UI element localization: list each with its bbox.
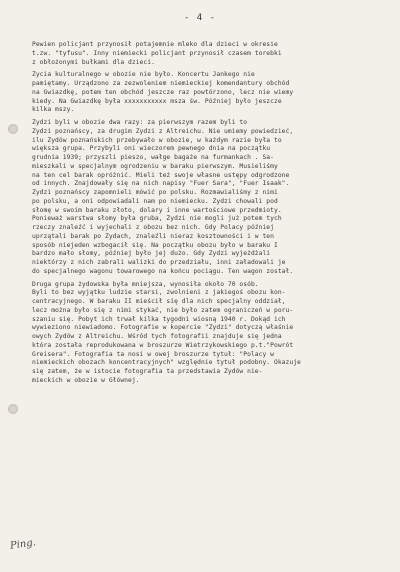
text-line: wywieziono niewiadomo. Fotografie w kopercie "Żydzi" dotyczą właśnie bbox=[32, 324, 294, 332]
text-line: t.zw. "tyfusu". Inny niemiecki policjant przynosił czasem torebki bbox=[32, 49, 282, 57]
text-line: Byli to bez wyjątku ludzie starsi, zwolnieni z jakiegoś obozu kon- bbox=[32, 289, 286, 297]
page-number: - 4 - bbox=[183, 13, 217, 23]
text-line: mieszkali w specjalnym ogrodzeniu w baraku pierwszym. Musieliśmy bbox=[32, 162, 278, 170]
text-line: słomę w swoim baraku złoto, dolary i inne wartościowe przedmioty. bbox=[32, 206, 282, 214]
text-line: Życia kulturalnego w obozie nie było. Koncertu Jankego nie bbox=[32, 71, 255, 79]
text-line: Druga grupa żydowska była mniejsza, wynosiła około 70 osób. bbox=[32, 280, 259, 288]
text-line: na Gwiazdkę, potem ten obchód jeszcze raz powtórzono, lecz nie wiemy bbox=[32, 88, 294, 96]
text-line: pamiętamy. Urządzono za zezwoleniem niemieckiej komendantury obchód bbox=[32, 80, 290, 87]
handwritten-signature: Ping. bbox=[9, 537, 37, 552]
text-line: kilka mszy. bbox=[32, 106, 75, 114]
text-line: większa grupa. Przybyli oni wieczorem pewnego dnia na początku bbox=[32, 145, 271, 153]
text-line: Żydzi poznańscy zapomnieli mówić po polsku. Rozmawialiśmy z nimi bbox=[32, 189, 278, 196]
text-line: sposób niejeden wzbogacił się. Na początku obozu było w baraku I bbox=[32, 241, 278, 249]
paragraph bbox=[32, 41, 378, 67]
text-line: Greisera". Fotografia ta nosi w owej broszurze tytuł: "Polacy w bbox=[32, 350, 274, 358]
text-line: która została reprodukowana w broszurze Wietrzykowskiego p.t."Powrót bbox=[32, 341, 294, 349]
text-line: z obłożonymi bułkami dla dzieci. bbox=[32, 58, 155, 66]
text-line: się zatem, że w istocie fotografia ta przedstawia Żydów nie- bbox=[32, 368, 263, 375]
text-line: centracyjnego. W baraku II mieścił się dla nich specjalny oddział, bbox=[32, 298, 286, 305]
punch-hole bbox=[8, 124, 18, 134]
punch-hole bbox=[8, 404, 18, 414]
text-line: szaniu się. Pobyt ich trwał kilka tygodni wiosną 1940 r. Dokąd ich bbox=[32, 315, 286, 323]
text-line: owych Żydów z Altreichu. Wśród tych fotografii znajduje się jedna bbox=[32, 333, 282, 340]
text-line: Ponieważ warstwa słomy była gruba, Żydzi nie mogli już potem tych bbox=[32, 215, 282, 223]
text-line: grudnia 1939; przyszli pieszo, wałge bagaże na furmankach . Sa- bbox=[32, 154, 274, 161]
paragraph bbox=[32, 119, 378, 277]
text-line: niektórzy z nich zabrali walizki do przedziału, inni załadowali je bbox=[32, 259, 286, 266]
text-line: na ten cel barak opróżnić. Mieli też swoje własne ustępy odgrodzone bbox=[32, 171, 290, 179]
text-line: od innych. Znajdowały się na nich napisy "Fuer Sara", "Fuer Isaak". bbox=[32, 180, 290, 188]
text-line: Żydzi byli w obozie dwa razy: za pierwszym razem byli to bbox=[32, 119, 248, 126]
text-line: uprzątali barak po Żydach, znaleźli nieraz kosztowności i w ten bbox=[32, 232, 274, 240]
text-line: Pewien policjant przynosił potajemnie mleko dla dzieci w okresie bbox=[32, 41, 278, 48]
text-line: lecz można było się z nimi stykać, nie było zatem ograniczeń w poru- bbox=[32, 306, 294, 314]
paragraph bbox=[32, 281, 378, 386]
text-line: bardzo mało słomy, później było jej dużo. Gdy Żydzi wyjeżdżali bbox=[32, 250, 271, 258]
text-line: ilu Żydów poznańskich przebywało w obozie, w każdym razie była to bbox=[32, 136, 282, 144]
text-line: niemieckich obozach koncentracyjnych" względnie tytuł podobny. Okazuje bbox=[32, 359, 301, 367]
document-body bbox=[32, 41, 378, 386]
text-line: mieckich w obozie w Głównej. bbox=[32, 376, 140, 384]
text-line: po polsku, a oni odpowiadali nam po niemiecku. Żydzi chowali pod bbox=[32, 197, 278, 205]
text-line: do specjalnego wagonu towarowego na końcu pociągu. Ten wagon został. bbox=[32, 267, 294, 275]
text-line: Żydzi poznańscy, za drugim Żydzi z Altreichu. Nie umiemy powiedzieć, bbox=[32, 127, 294, 135]
text-line: kiedy. Na Gwiazdkę była xxxxxxxxxxx msza św. Później było jeszcze bbox=[32, 97, 282, 105]
text-line: rzeczy znaleźć i wyjechali z obozu bez nich. Gdy Polacy później bbox=[32, 224, 274, 231]
paragraph bbox=[32, 71, 378, 115]
